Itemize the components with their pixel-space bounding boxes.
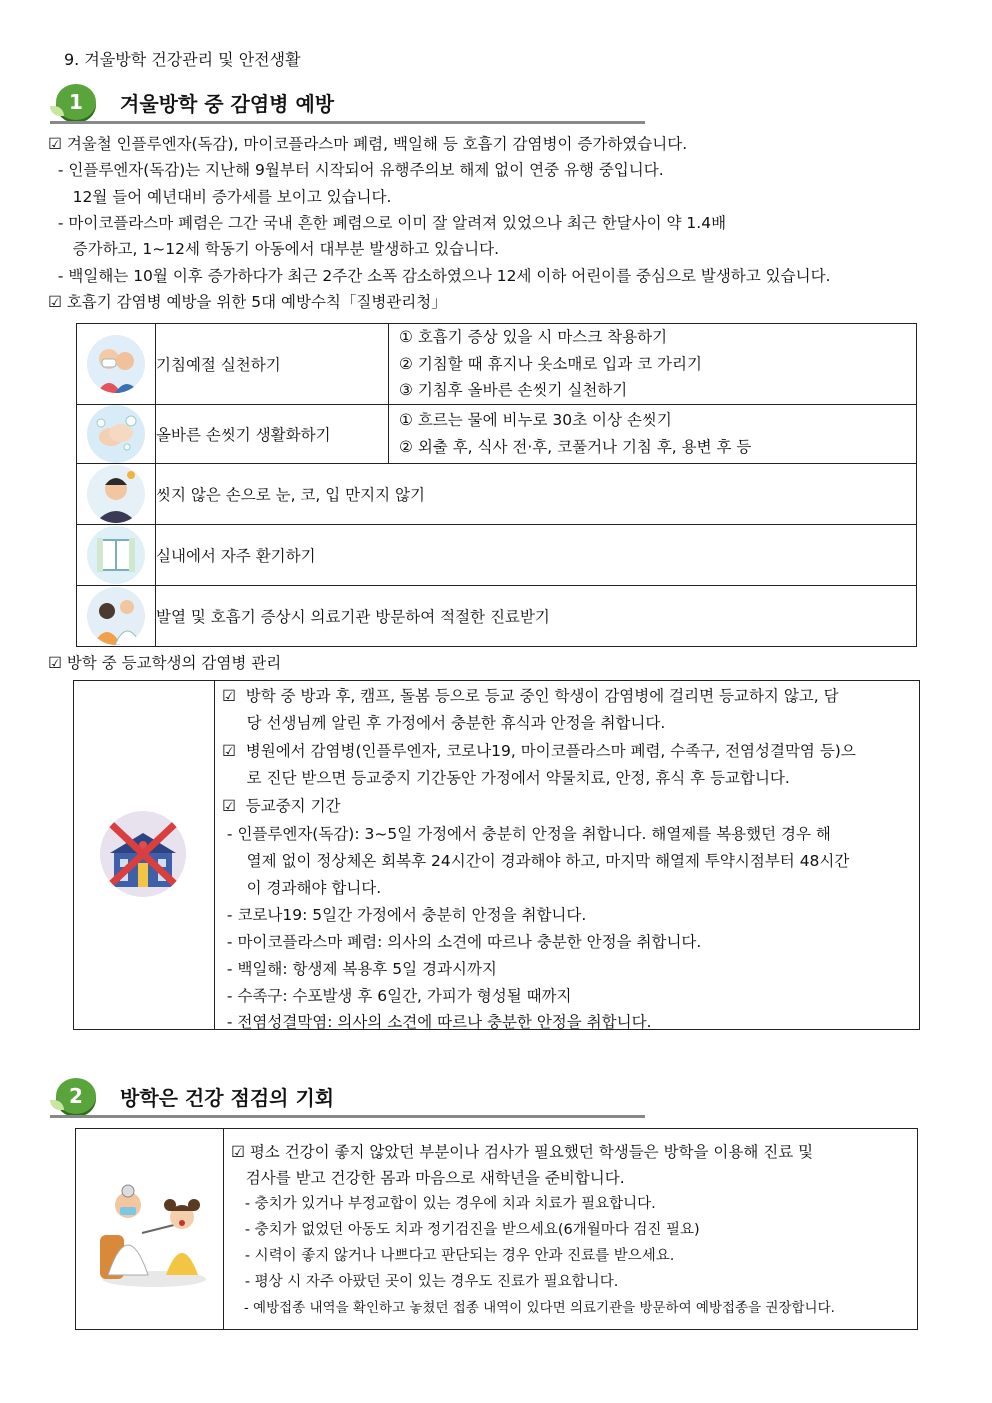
- rule-detail: ③ 기침후 올바른 손씻기 실천하기: [399, 381, 628, 399]
- no-school-icon: [100, 811, 186, 897]
- section2-number-badge: 2: [56, 1078, 96, 1114]
- mgmt-line: 당 선생님께 알린 후 가정에서 충분한 휴식과 안정을 취합니다.: [222, 714, 666, 732]
- section2-title: 방학은 건강 점검의 기회: [120, 1086, 335, 1110]
- mgmt-line: - 수족구: 수포발생 후 6일간, 가피가 형성될 때까지: [222, 987, 572, 1005]
- checkup-line: - 충치가 없었던 아동도 치과 정기검진을 받으세요(6개월마다 검진 필요): [231, 1222, 700, 1238]
- table-row: [77, 324, 917, 405]
- checkup-line: - 시력이 좋지 않거나 나쁘다고 판단되는 경우 안과 진료를 받으세요.: [231, 1248, 675, 1264]
- mgmt-line: - 백일해: 항생제 복용후 5일 경과시까지: [222, 960, 497, 978]
- cough-mask-icon: [87, 335, 145, 393]
- intro-line: - 인플루엔자(독감)는 지난해 9월부터 시작되어 유행주의보 해제 없이 연중 유행 중입니다.: [48, 161, 664, 179]
- mgmt-line: ☑ 등교중지 기간: [222, 797, 341, 815]
- mgmt-box: [73, 680, 920, 1030]
- checkup-line: - 충치가 있거나 부정교합이 있는 경우에 치과 치료가 필요합니다.: [231, 1196, 656, 1212]
- page-heading: 9. 겨울방학 건강관리 및 안전생활: [64, 50, 301, 69]
- mgmt-line: 열제 없이 정상체온 회복후 24시간이 경과해야 하고, 마지막 해열제 투약시점부터 48시간: [222, 852, 850, 870]
- intro-line: ☑ 호흡기 감염병 예방을 위한 5대 예방수칙「질병관리청」: [48, 293, 447, 311]
- mgmt-title: ☑ 방학 중 등교학생의 감염병 관리: [48, 654, 282, 672]
- intro-line: - 마이코플라스마 폐렴은 그간 국내 흔한 폐렴으로 이미 잘 알려져 있었으나 최근 한달사이 약 1.4배: [48, 214, 727, 232]
- intro-line: - 백일해는 10월 이후 증가하다가 최근 2주간 소폭 감소하였으나 12세 이하 어린이를 중심으로 발생하고 있습니다.: [48, 267, 831, 285]
- mgmt-line: ☑ 방학 중 방과 후, 캠프, 돌봄 등으로 등교 중인 학생이 감염병에 걸리면 등교하지 않고, 담: [222, 687, 839, 705]
- rule-label: 실내에서 자주 환기하기: [156, 524, 917, 585]
- section1-number-badge: 1: [56, 84, 96, 120]
- rule-label: 씻지 않은 손으로 눈, 코, 입 만지지 않기: [156, 463, 917, 524]
- rule-detail: ② 외출 후, 식사 전·후, 코풀거나 기침 후, 용변 후 등: [399, 437, 752, 456]
- intro-line: ☑ 겨울철 인플루엔자(독감), 마이코플라스마 폐렴, 백일해 등 호흡기 감염병이 증가하였습니다.: [48, 135, 688, 153]
- mgmt-line: 이 경과해야 합니다.: [222, 879, 382, 897]
- handwash-icon: [87, 405, 145, 463]
- section1-title: 겨울방학 중 감염병 예방: [120, 92, 335, 116]
- table-row: [77, 585, 917, 646]
- window-ventilation-icon: [87, 526, 145, 584]
- checkup-box: [75, 1128, 918, 1330]
- mgmt-line: - 마이코플라스마 폐렴: 의사의 소견에 따르나 충분한 안정을 취합니다.: [222, 933, 702, 951]
- rule-label: 기침예절 실천하기: [156, 324, 389, 405]
- prevention-rules-table: [76, 323, 917, 647]
- intro-line: 증가하고, 1~12세 학동기 아동에서 대부분 발생하고 있습니다.: [48, 240, 500, 258]
- mgmt-line: 로 진단 받으면 등교중지 기간동안 가정에서 약물치료, 안정, 휴식 후 등교합니다.: [222, 769, 790, 787]
- rule-label: 올바른 손씻기 생활화하기: [156, 404, 389, 463]
- mgmt-line: ☑ 병원에서 감염병(인플루엔자, 코로나19, 마이코플라스마 폐렴, 수족구, 전염성결막염 등)으: [222, 742, 856, 760]
- rule-detail: ① 호흡기 증상 있을 시 마스크 착용하기: [399, 328, 668, 346]
- checkup-line: - 예방접종 내역을 확인하고 놓쳤던 접종 내역이 있다면 의료기관을 방문하여 예방접종을 권장합니다.: [231, 1300, 835, 1316]
- checkup-line: ☑ 평소 건강이 좋지 않았던 부분이나 검사가 필요했던 학생들은 방학을 이용해 진료 및: [231, 1143, 814, 1161]
- doctor-visit-icon: [87, 587, 145, 645]
- dentist-checkup-icon: [94, 1171, 212, 1289]
- section2-heading: [50, 1078, 645, 1122]
- mgmt-line: - 코로나19: 5일간 가정에서 충분히 안정을 취합니다.: [222, 906, 587, 924]
- table-row: [77, 463, 917, 524]
- section1-heading: [50, 84, 645, 128]
- mgmt-line: - 인플루엔자(독감): 3~5일 가정에서 충분히 안정을 취합니다. 해열제를 복용했던 경우 해: [222, 825, 831, 843]
- face-touch-icon: [87, 465, 145, 523]
- table-row: [77, 404, 917, 463]
- rule-detail: ① 흐르는 물에 비누로 30초 이상 손씻기: [399, 411, 672, 429]
- mgmt-line: - 전염성결막염: 의사의 소견에 따르나 충분한 안정을 취합니다.: [222, 1013, 652, 1031]
- table-row: [77, 524, 917, 585]
- checkup-line: 검사를 받고 건강한 몸과 마음으로 새학년을 준비합니다.: [231, 1169, 625, 1187]
- checkup-line: - 평상 시 자주 아팠던 곳이 있는 경우도 진료가 필요합니다.: [231, 1274, 619, 1290]
- intro-line: 12월 들어 예년대비 증가세를 보이고 있습니다.: [48, 188, 392, 206]
- rule-label: 발열 및 호흡기 증상시 의료기관 방문하여 적절한 진료받기: [156, 585, 917, 646]
- rule-detail: ② 기침할 때 휴지나 옷소매로 입과 코 가리기: [399, 354, 702, 373]
